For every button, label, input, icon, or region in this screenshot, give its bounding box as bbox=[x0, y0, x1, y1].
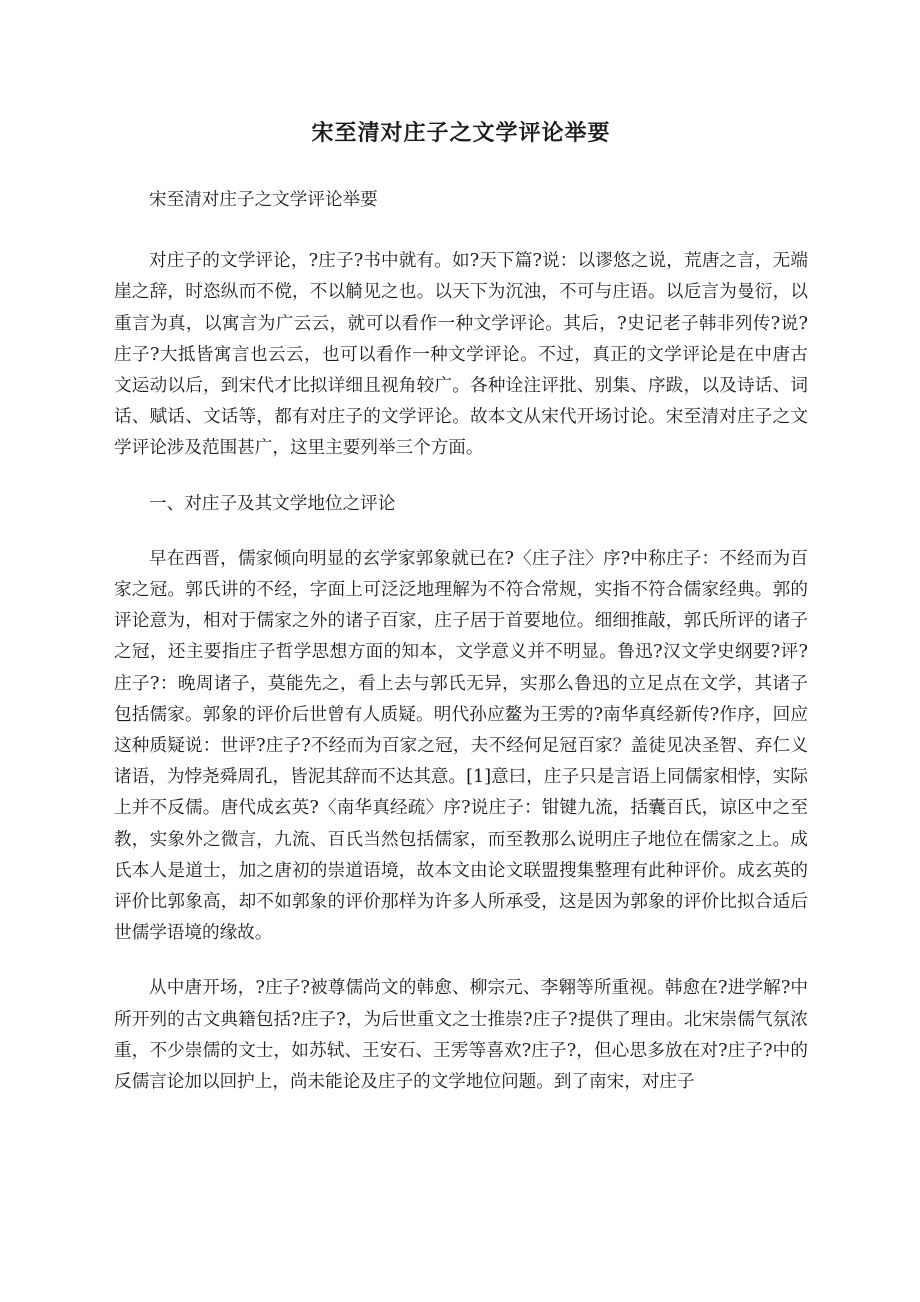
body-paragraph: 从中唐开场，?庄子?被尊儒尚文的韩愈、柳宗元、李翱等所重视。韩愈在?进学解?中所开列的古文典籍包括?庄子?，为后世重文之士推崇?庄子?提供了理由。北宋崇儒气氛浓重，不少崇儒的文士，如苏轼、王安石、王雱等喜欢?庄子?，但心思多放在对?庄子?中的反儒言论加以回护上，尚未能论及庄子的文学地位问题。到了南宋，对庄子 bbox=[114, 978, 808, 1093]
document-title: 宋至清对庄子之文学评论举要 bbox=[311, 120, 611, 146]
intro-paragraph: 对庄子的文学评论，?庄子?书中就有。如?天下篇?说：以谬悠之说，荒唐之言，无端崖之辞，时恣纵而不傥，不以觭见之也。以天下为沉浊，不可与庄语。以卮言为曼衍，以重言为真，以寓言为广云云，就可以看作一种文学评论。其后，?史记老子韩非列传?说?庄子?大抵皆寓言也云云，也可以看作一种文学评论。不过，真正的文学评论是在中唐古文运动以后，到宋代才比拟详细且视角较广。各种诠注评批、别集、序跋，以及诗话、词话、赋话、文话等，都有对庄子的文学评论。故本文从宋代开场讨论。宋至清对庄子之文学评论涉及范围甚广，这里主要列举三个方面。 bbox=[114, 251, 808, 459]
section-heading: 一、对庄子及其文学地位之评论 bbox=[149, 493, 396, 514]
document-page bbox=[114, 0, 808, 1098]
subtitle-paragraph: 宋至清对庄子之文学评论举要 bbox=[149, 190, 378, 210]
body-paragraph: 早在西晋，儒家倾向明显的玄学家郭象就已在?〈庄子注〉序?中称庄子：不经而为百家之冠。郭氏讲的不经，字面上可泛泛地理解为不符合常规，实指不符合儒家经典。郭的评论意为，相对于儒家之外的诸子百家，庄子居于首要地位。细细推敲，郭氏所评的诸子之冠，还主要指庄子哲学思想方面的知本，文学意义并不明显。鲁迅?汉文学史纲要?评?庄子?：晚周诸子，莫能先之，看上去与郭氏无异，实那么鲁迅的立足点在文学，其诸子包括儒家。郭象的评价后世曾有人质疑。明代孙应鳌为王雱的?南华真经新传?作序，回应这种质疑说：世评?庄子?不经而为百家之冠，夫不经何足冠百家？盖徒见决圣智、弃仁义诸语，为悖尧舜周孔，皆泥其辞而不达其意。[1]意曰，庄子只是言语上同儒家相悖，实际上并不反儒。唐代成玄英?〈南华真经疏〉序?说庄子：钳键九流，括囊百氏，谅区中之至教，实象外之微言，九流、百氏当然包括儒家，而至教那么说明庄子地位在儒家之上。成氏本人是道士，加之唐初的崇道语境，故本文由论文联盟搜集整理有此种评价。成玄英的评价比郭象高，却不如郭象的评价那样为许多人所承受，这是因为郭象的评价比拟合适后世儒学语境的缘故。 bbox=[114, 548, 808, 944]
